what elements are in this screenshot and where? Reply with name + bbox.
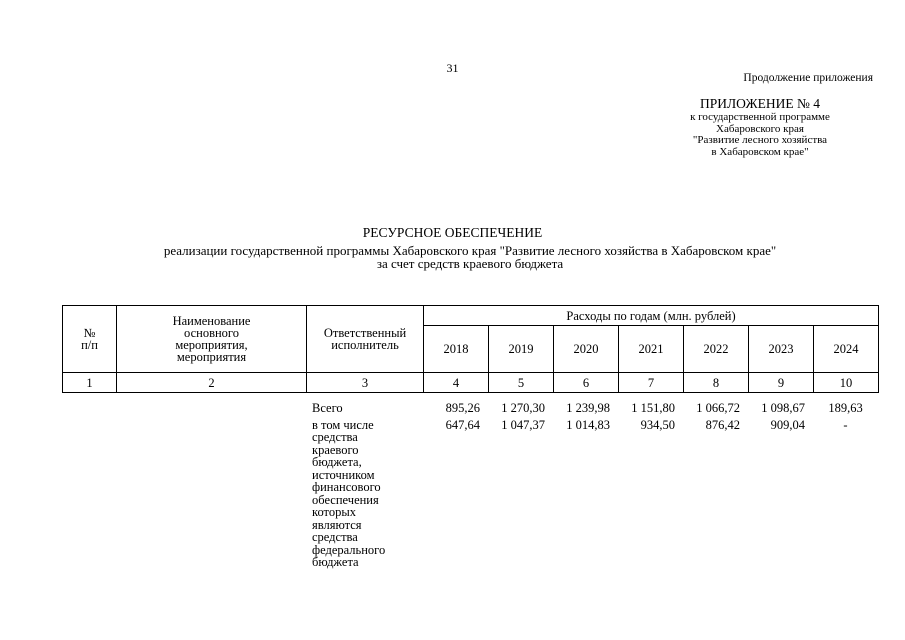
responsible-line: которых	[312, 505, 356, 519]
header-number-line: п/п	[81, 338, 98, 352]
cell-value: 1 151,80	[631, 401, 675, 415]
appendix-line: Хабаровского края	[716, 122, 804, 135]
column-index: 8	[684, 373, 749, 393]
cell-value: 876,42	[705, 417, 740, 432]
column-index: 5	[489, 373, 554, 393]
responsible-line: средства	[312, 530, 358, 544]
header-year: 2022	[684, 326, 749, 373]
column-index: 2	[117, 373, 307, 393]
column-index: 4	[424, 373, 489, 393]
header-responsible-line: Ответственный	[323, 326, 407, 340]
cell-value: 1 047,37	[501, 417, 545, 432]
header-year: 2024	[814, 326, 879, 373]
header-number-line: №	[83, 326, 96, 340]
cell-value: 1 014,83	[566, 417, 610, 432]
cell-value: 1 066,72	[696, 401, 740, 415]
column-index: 1	[63, 373, 117, 393]
column-index: 10	[814, 373, 879, 393]
header-expenses: Расходы по годам (млн. рублей)	[424, 306, 879, 326]
cell-value: 909,04	[770, 417, 805, 432]
header-year: 2018	[424, 326, 489, 373]
responsible-line: краевого	[312, 442, 359, 457]
page-number: 31	[446, 61, 459, 75]
appendix-line: "Развитие лесного хозяйства	[692, 134, 828, 146]
responsible-line: источником	[312, 467, 375, 482]
responsible-line: средства	[312, 430, 358, 444]
header-name	[117, 306, 307, 373]
responsible-line: в том числе	[312, 417, 374, 432]
continuation-note: Продолжение приложения	[743, 72, 873, 84]
column-index: 6	[554, 373, 619, 393]
header-year: 2023	[749, 326, 814, 373]
cell-value: 1 270,30	[501, 401, 545, 415]
responsible-line: федерального	[312, 542, 386, 557]
responsible-line: являются	[312, 517, 362, 532]
table-row	[62, 398, 878, 415]
cell-value: 189,63	[828, 401, 863, 415]
header-year: 2020	[554, 326, 619, 373]
cell-value: 647,64	[445, 417, 480, 432]
cell-value: 1 239,98	[566, 401, 610, 415]
document-title: РЕСУРСНОЕ ОБЕСПЕЧЕНИЕ	[362, 225, 543, 240]
cell-responsible	[306, 415, 423, 569]
responsible-line: бюджета	[312, 555, 359, 569]
column-index: 3	[307, 373, 424, 393]
column-index: 9	[749, 373, 814, 393]
resources-table-body	[62, 398, 878, 569]
subtitle-line: за счет средств краевого бюджета	[376, 256, 564, 271]
header-year: 2021	[619, 326, 684, 373]
document-subtitle	[80, 244, 860, 270]
header-name-line: Наименование	[172, 314, 251, 328]
resources-table-header	[62, 305, 879, 393]
cell-value: 934,50	[640, 417, 675, 432]
header-responsible-line: исполнитель	[331, 338, 399, 352]
header-number	[63, 306, 117, 373]
appendix-line: в Хабаровском крае"	[711, 145, 809, 158]
responsible-line: обеспечения	[312, 492, 379, 507]
cell-name	[116, 415, 306, 569]
header-name-line: основного	[184, 326, 239, 340]
table-row	[62, 415, 878, 569]
column-index: 7	[619, 373, 684, 393]
appendix-block	[660, 96, 860, 158]
cell-value: 895,26	[445, 401, 480, 415]
appendix-line: к государственной программе	[690, 111, 830, 123]
header-name-line: мероприятия,	[175, 338, 248, 352]
appendix-title: ПРИЛОЖЕНИЕ № 4	[699, 96, 821, 111]
cell-number	[62, 415, 116, 569]
responsible-line: бюджета,	[312, 455, 362, 469]
cell-name	[116, 398, 306, 415]
responsible-line: Всего	[312, 401, 343, 415]
cell-value: -	[843, 417, 848, 432]
subtitle-line: реализации государственной программы Хабаровского края "Развитие лесного хозяйства в Хабаровском крае"	[163, 243, 777, 258]
header-year: 2019	[489, 326, 554, 373]
cell-number	[62, 398, 116, 415]
cell-value: 1 098,67	[761, 401, 805, 415]
header-name-line: мероприятия	[176, 350, 247, 364]
cell-responsible	[306, 398, 423, 415]
responsible-line: финансового	[312, 480, 381, 494]
header-responsible	[307, 306, 424, 373]
